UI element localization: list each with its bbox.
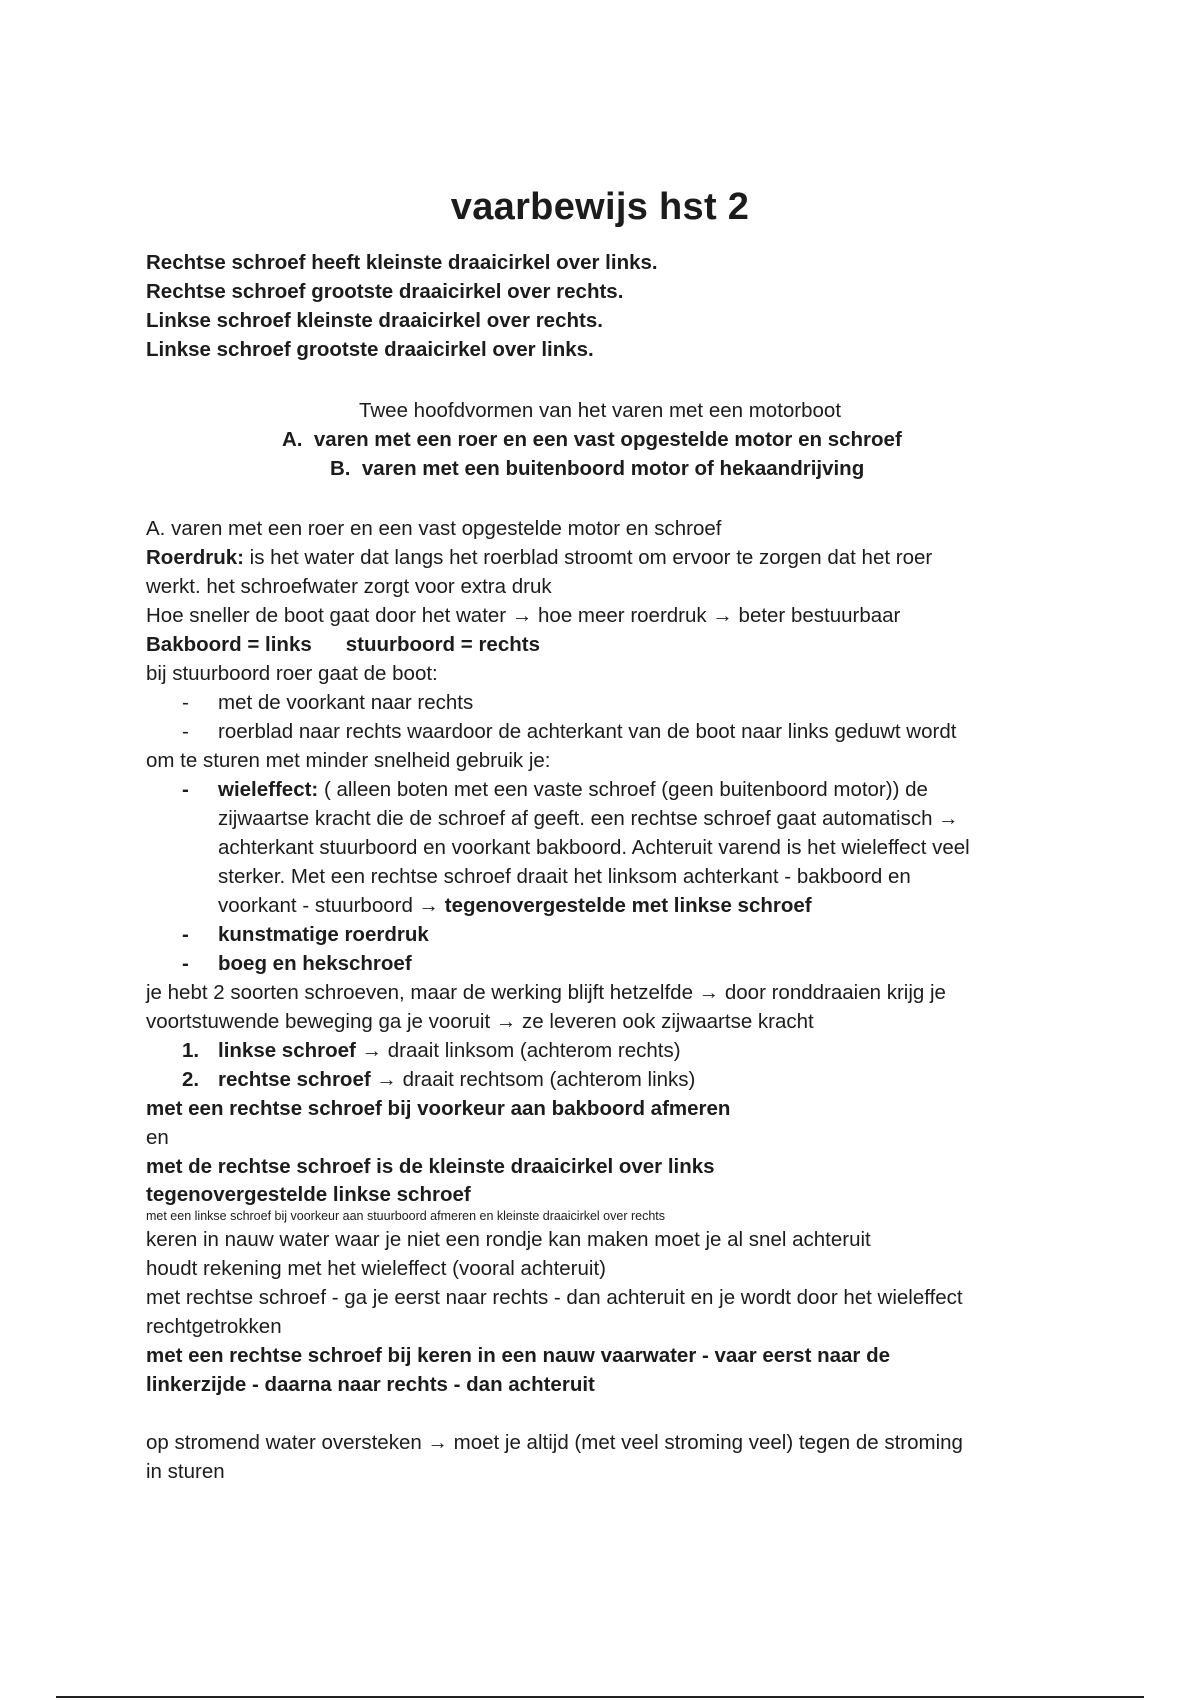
houdt-line: houdt rekening met het wieleffect (vooral achteruit) xyxy=(146,1257,606,1280)
soorten-line: voortstuwende beweging ga je vooruit → ze leveren ook zijwaartse kracht xyxy=(146,1010,814,1033)
intro-line: Rechtse schroef heeft kleinste draaicirkel over links. xyxy=(146,251,658,274)
numbered-item xyxy=(146,1036,1066,1065)
list-item-text: kunstmatige roerdruk xyxy=(218,923,429,946)
keren-line: keren in nauw water waar je niet een rondje kan maken moet je al snel achteruit xyxy=(146,1228,871,1251)
bakboord-label: Bakboord = links xyxy=(146,633,312,656)
dash-bullet: - xyxy=(182,923,189,946)
number-marker: 2. xyxy=(182,1068,200,1091)
dash-bullet: - xyxy=(182,952,189,975)
intro-list xyxy=(146,248,1066,364)
roerdruk-cont: werkt. het schroefwater zorgt voor extra druk xyxy=(146,575,552,598)
afmeren-line: met een rechtse schroef bij voorkeur aan bakboord afmeren xyxy=(146,1097,731,1120)
numbered-term: rechtse schroef xyxy=(218,1068,371,1091)
list-item-text: roerblad naar rechts waardoor de achterkant van de boot naar links geduwt wordt xyxy=(218,720,957,743)
wieleffect-cont: zijwaartse kracht die de schroef af geeft. een rechtse schroef gaat automatisch → xyxy=(218,807,959,830)
stromend-line: op stromend water oversteken → moet je altijd (met veel stroming veel) tegen de stroming xyxy=(146,1431,963,1454)
page-title: vaarbewijs hst 2 xyxy=(450,186,750,228)
dash-bullet: - xyxy=(182,778,189,801)
section-a xyxy=(146,514,1066,1486)
wieleffect-text: voorkant - stuurboord → xyxy=(218,894,445,917)
dash-bullet: - xyxy=(182,691,189,714)
list-item-text: boeg en hekschroef xyxy=(218,952,412,975)
kleinste-line: met de rechtse schroef is de kleinste draaicirkel over links xyxy=(146,1155,715,1178)
met-rechtse-line: rechtgetrokken xyxy=(146,1315,282,1338)
stuurboord-label: stuurboord = rechts xyxy=(345,633,540,656)
dash-bullet: - xyxy=(182,720,189,743)
roerdruk-text: is het water dat langs het roerblad stroomt om ervoor te zorgen dat het roer xyxy=(243,546,933,569)
section-a-heading: A. varen met een roer en een vast opgestelde motor en schroef xyxy=(146,517,722,540)
soorten-line: je hebt 2 soorten schroeven, maar de werking blijft hetzelfde → door ronddraaien krijg je xyxy=(146,981,946,1004)
en-line: en xyxy=(146,1126,169,1149)
roerdruk-term: Roerdruk: xyxy=(146,546,244,569)
speed-line: Hoe sneller de boot gaat door het water → hoe meer roerdruk → beter bestuurbaar xyxy=(146,604,901,627)
stromend-line: in sturen xyxy=(146,1460,225,1483)
page-bottom-rule xyxy=(56,1696,1144,1698)
numbered-term: linkse schroef xyxy=(218,1039,356,1062)
form-b-text: varen met een buitenboord motor of hekaandrijving xyxy=(361,457,865,480)
wieleffect-text: ( alleen boten met een vaste schroef (geen buitenboord motor)) de xyxy=(318,778,928,801)
wieleffect-cont xyxy=(146,891,1066,920)
tiny-note: met een linkse schroef bij voorkeur aan stuurboord afmeren en kleinste draaicirkel over rechts xyxy=(146,1209,666,1223)
wieleffect-bold: tegenovergestelde met linkse schroef xyxy=(444,894,812,917)
bold-keren-line: linkerzijde - daarna naar rechts - dan achteruit xyxy=(146,1373,595,1396)
intro-line: Linkse schroef grootste draaicirkel over links. xyxy=(146,338,594,361)
form-a-text: varen met een roer en een vast opgestelde motor en schroef xyxy=(313,428,902,451)
list-item xyxy=(146,688,1066,717)
form-b xyxy=(0,454,1200,483)
stuurboord-roer: bij stuurboord roer gaat de boot: xyxy=(146,662,438,685)
roerdruk-line xyxy=(146,543,1066,572)
number-marker: 1. xyxy=(182,1039,200,1062)
forms-heading: Twee hoofdvormen van het varen met een motorboot xyxy=(358,399,842,422)
intro-line: Linkse schroef kleinste draaicirkel over rechts. xyxy=(146,309,603,332)
forms-section xyxy=(0,396,1200,483)
form-a-marker: A. xyxy=(282,428,303,451)
wieleffect-cont: achterkant stuurboord en voorkant bakboord. Achteruit varend is het wieleffect veel xyxy=(218,836,970,859)
met-rechtse-line: met rechtse schroef - ga je eerst naar rechts - dan achteruit en je wordt door het wieleffect xyxy=(146,1286,963,1309)
form-b-marker: B. xyxy=(330,457,351,480)
intro-line: Rechtse schroef grootste draaicirkel over rechts. xyxy=(146,280,624,303)
form-a xyxy=(0,425,1200,454)
list-item xyxy=(146,949,1066,978)
bold-keren-line: met een rechtse schroef bij keren in een nauw vaarwater - vaar eerst naar de xyxy=(146,1344,891,1367)
wieleffect-cont: sterker. Met een rechtse schroef draait het linksom achterkant - bakboord en xyxy=(218,865,911,888)
list-item-wieleffect xyxy=(146,775,1066,804)
spacer xyxy=(146,1399,1066,1428)
list-item xyxy=(146,717,1066,746)
list-item-text: met de voorkant naar rechts xyxy=(218,691,474,714)
list-item xyxy=(146,920,1066,949)
minder-snelheid: om te sturen met minder snelheid gebruik je: xyxy=(146,749,551,772)
numbered-item xyxy=(146,1065,1066,1094)
numbered-text: → draait rechtsom (achterom links) xyxy=(370,1068,696,1091)
numbered-text: → draait linksom (achterom rechts) xyxy=(355,1039,681,1062)
wieleffect-term: wieleffect: xyxy=(218,778,319,801)
tegen-line: tegenovergestelde linkse schroef xyxy=(146,1183,471,1206)
board-sides xyxy=(146,630,1066,659)
